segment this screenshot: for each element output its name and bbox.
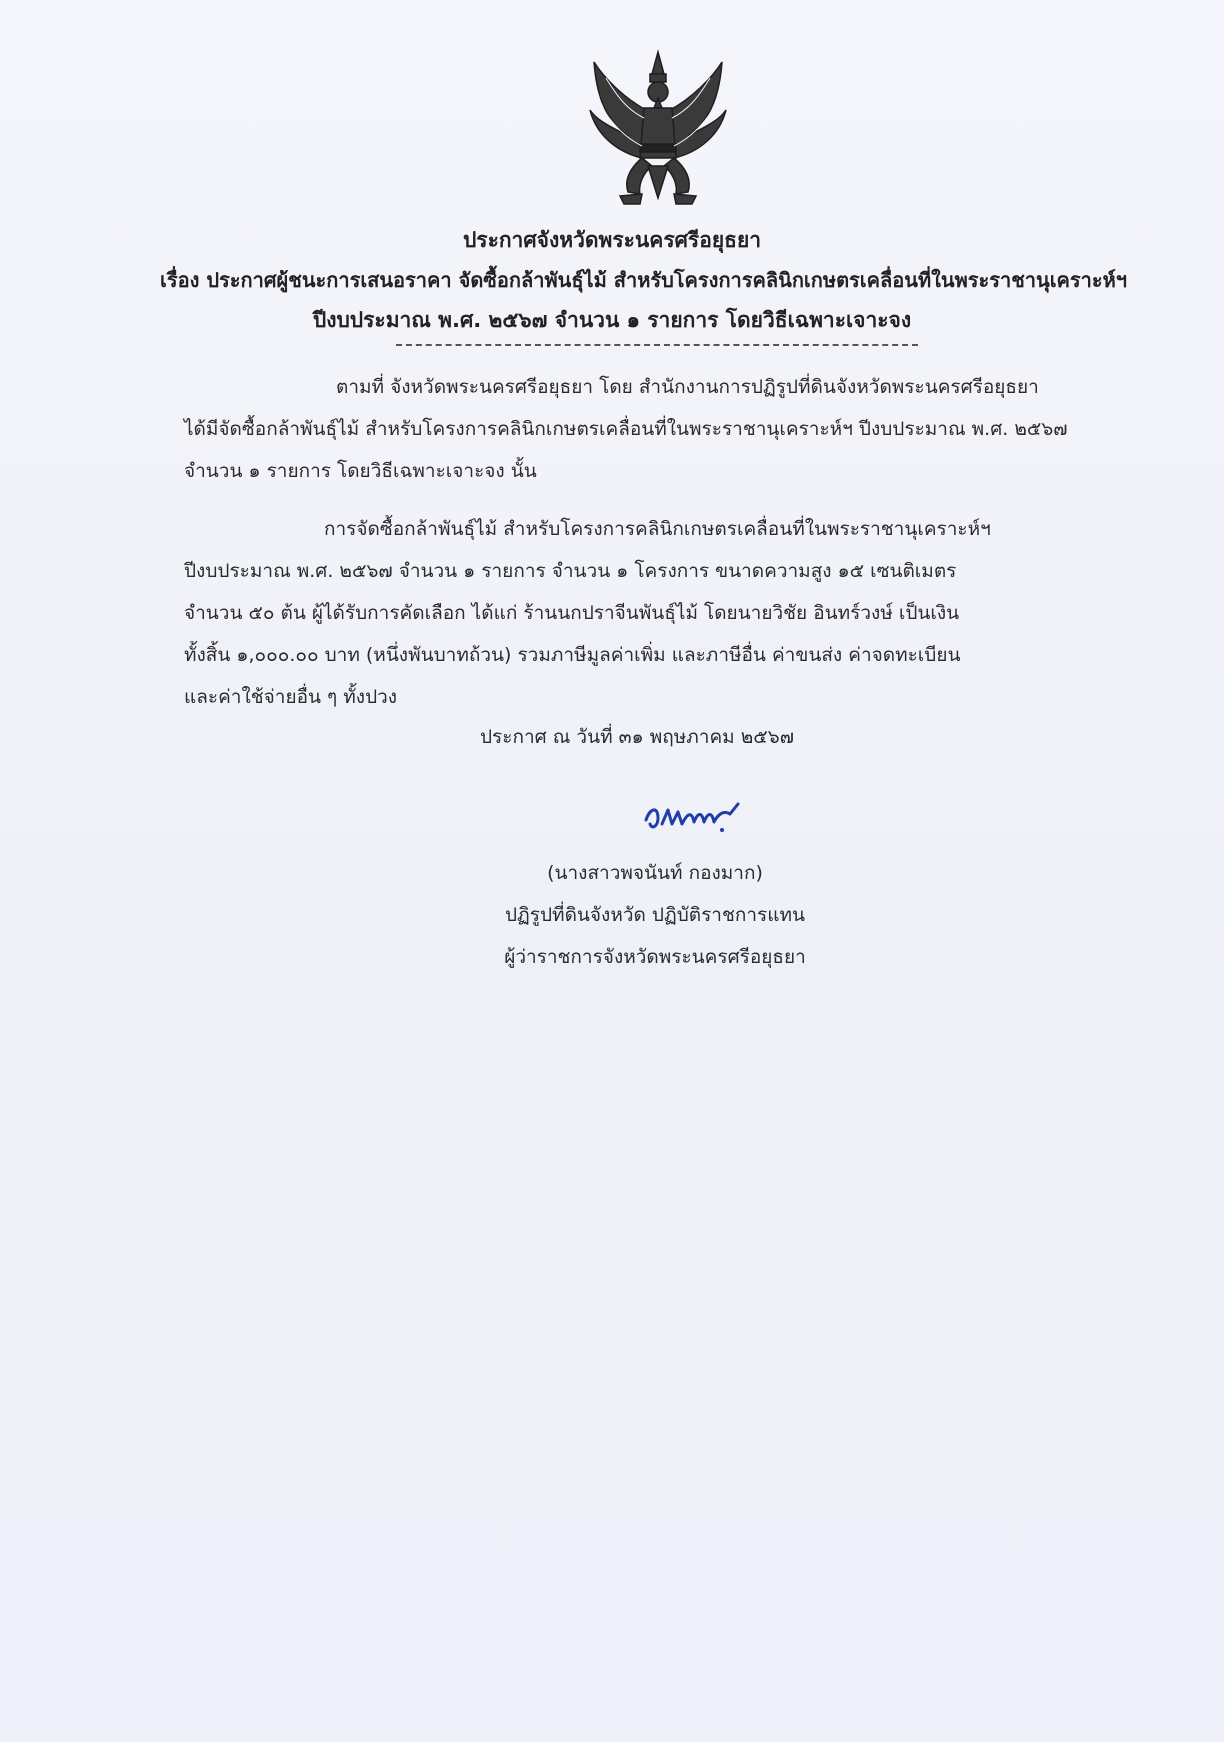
paragraph1-line1: ตามที่ จังหวัดพระนครศรีอยุธยา โดย สำนักงานการปฏิรูปที่ดินจังหวัดพระนครศรีอยุธยา — [336, 376, 1039, 398]
announcement-title: ประกาศจังหวัดพระนครศรีอยุธยา — [462, 228, 762, 252]
handwritten-signature — [638, 790, 750, 840]
paragraph1-line2: ได้มีจัดซื้อกล้าพันธุ์ไม้ สำหรับโครงการคลินิกเกษตรเคลื่อนที่ในพระราชานุเคราะห์ฯ ปีงบประมาณ พ.ศ. ๒๕๖๗ — [184, 418, 1068, 440]
announcement-subject-cont: ปีงบประมาณ พ.ศ. ๒๕๖๗ จำนวน ๑ รายการ โดยวิธีเฉพาะเจาะจง — [312, 308, 912, 332]
paragraph2-line4: ทั้งสิ้น ๑,๐๐๐.๐๐ บาท (หนึ่งพันบาทถ้วน) รวมภาษีมูลค่าเพิ่ม และภาษีอื่น ค่าขนส่ง ค่าจดทะเบียน — [184, 644, 961, 666]
signatory-name: (นางสาวพจนันท์ กองมาก) — [547, 862, 763, 884]
announce-date: ประกาศ ณ วันที่ ๓๑ พฤษภาคม ๒๕๖๗ — [480, 726, 794, 748]
signatory-position: ปฏิรูปที่ดินจังหวัด ปฏิบัติราชการแทน — [504, 904, 806, 926]
paragraph2-line3: จำนวน ๕๐ ต้น ผู้ได้รับการคัดเลือก ได้แก่ ร้านนกปราจีนพันธุ์ไม้ โดยนายวิชัย อินทร์วงษ์ เป็นเงิน — [184, 602, 960, 624]
paragraph1-line3: จำนวน ๑ รายการ โดยวิธีเฉพาะเจาะจง นั้น — [184, 460, 537, 482]
garuda-emblem-icon — [584, 48, 732, 208]
signatory-position-cont: ผู้ว่าราชการจังหวัดพระนครศรีอยุธยา — [504, 946, 806, 968]
paragraph2-line1: การจัดซื้อกล้าพันธุ์ไม้ สำหรับโครงการคลินิกเกษตรเคลื่อนที่ในพระราชานุเคราะห์ฯ — [324, 518, 991, 540]
paragraph2-line2: ปีงบประมาณ พ.ศ. ๒๕๖๗ จำนวน ๑ รายการ จำนวน ๑ โครงการ ขนาดความสูง ๑๕ เซนติเมตร — [184, 560, 957, 582]
paragraph2-line5: และค่าใช้จ่ายอื่น ๆ ทั้งปวง — [184, 686, 398, 708]
announcement-subject: เรื่อง ประกาศผู้ชนะการเสนอราคา จัดซื้อกล้าพันธุ์ไม้ สำหรับโครงการคลินิกเกษตรเคลื่อนที่ในพระราชานุเคราะห์ฯ — [160, 268, 1128, 292]
dashed-divider — [396, 344, 918, 346]
